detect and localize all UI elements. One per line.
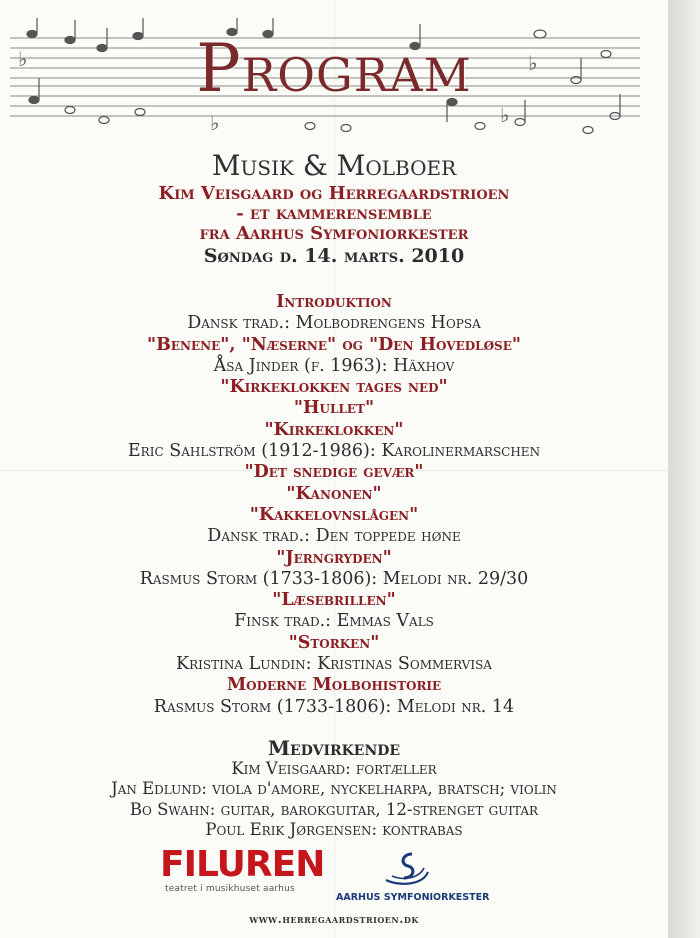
- svg-text:♭: ♭: [18, 47, 28, 71]
- program-item: "Kirkeklokken": [264, 419, 404, 440]
- cast-list: [0, 738, 668, 841]
- performers-line: fra Aarhus Symfoniorkester: [199, 223, 469, 244]
- program-item: "Kanonen": [286, 483, 382, 504]
- program-heading: Introduktion: [276, 292, 392, 312]
- program-item: "Jerngryden": [276, 547, 392, 568]
- program-item: "Kakkelovnslågen": [249, 504, 419, 525]
- cast-member: Bo Swahn: guitar, barokguitar, 12-strenget guitar: [129, 799, 539, 819]
- program-item: "Benene", "Næserne" og "Den Hovedløse": [147, 334, 521, 355]
- program-item: Eric Sahlström (1912-1986): Karolinermarschen: [127, 441, 541, 462]
- paper-edge: [668, 0, 700, 938]
- program-item: Åsa Jinder (f. 1963): Häxhov: [213, 355, 455, 376]
- aarhus-symfoniorkester-icon: [378, 850, 434, 890]
- program-item: "Det snedige gevær": [244, 462, 424, 483]
- cast-heading: Medvirkende: [267, 736, 401, 760]
- program-item: Dansk trad.: Molbodrengens Hopsa: [187, 313, 481, 334]
- performers-line: - et kammerensemble: [236, 203, 432, 224]
- program-item: "Storken": [288, 632, 380, 653]
- concert-info: [0, 148, 668, 268]
- program-item: Moderne Molbohistorie: [226, 675, 442, 696]
- program-item: Rasmus Storm (1733-1806): Melodi nr. 29/30: [139, 568, 529, 589]
- website-url: www.herregaardstrioen.dk: [249, 912, 419, 926]
- svg-text:♭: ♭: [210, 111, 220, 135]
- sponsor-logos: [0, 838, 668, 908]
- program-item: Finsk trad.: Emmas Vals: [234, 611, 434, 632]
- page-title: Program: [196, 30, 472, 107]
- filuren-tagline: teatret i musikhuset aarhus: [165, 884, 295, 894]
- aarhus-symfoniorkester-logo: AARHUS SYMFONIORKESTER: [336, 892, 490, 903]
- performers-line: Kim Veisgaard og Herregaardstrioen: [158, 183, 510, 204]
- program-item: Kristina Lundin: Kristinas Sommervisa: [176, 654, 492, 675]
- program-item: Rasmus Storm (1733-1806): Melodi nr. 14: [153, 696, 515, 717]
- cast-member: Poul Erik Jørgensen: kontrabas: [205, 820, 463, 840]
- program-item: "Kirkeklokken tages ned": [220, 377, 448, 398]
- cast-items: [0, 759, 668, 841]
- concert-date: Søndag d. 14. marts. 2010: [203, 245, 465, 267]
- program-items: [0, 313, 668, 718]
- cast-member: Kim Veisgaard: fortæller: [231, 758, 437, 778]
- program-item: "Læsebrillen": [272, 590, 396, 611]
- svg-text:♭: ♭: [528, 51, 538, 75]
- program-item: "Hullet": [293, 398, 375, 419]
- concert-title: Musik & Molboer: [211, 149, 457, 182]
- program-list: [0, 292, 668, 718]
- program-item: Dansk trad.: Den toppede høne: [207, 526, 461, 547]
- cast-member: Jan Edlund: viola d'amore, nyckelharpa, bratsch; violin: [111, 779, 557, 799]
- filuren-logo: FILUREN: [160, 844, 325, 885]
- svg-text:♭: ♭: [500, 103, 510, 127]
